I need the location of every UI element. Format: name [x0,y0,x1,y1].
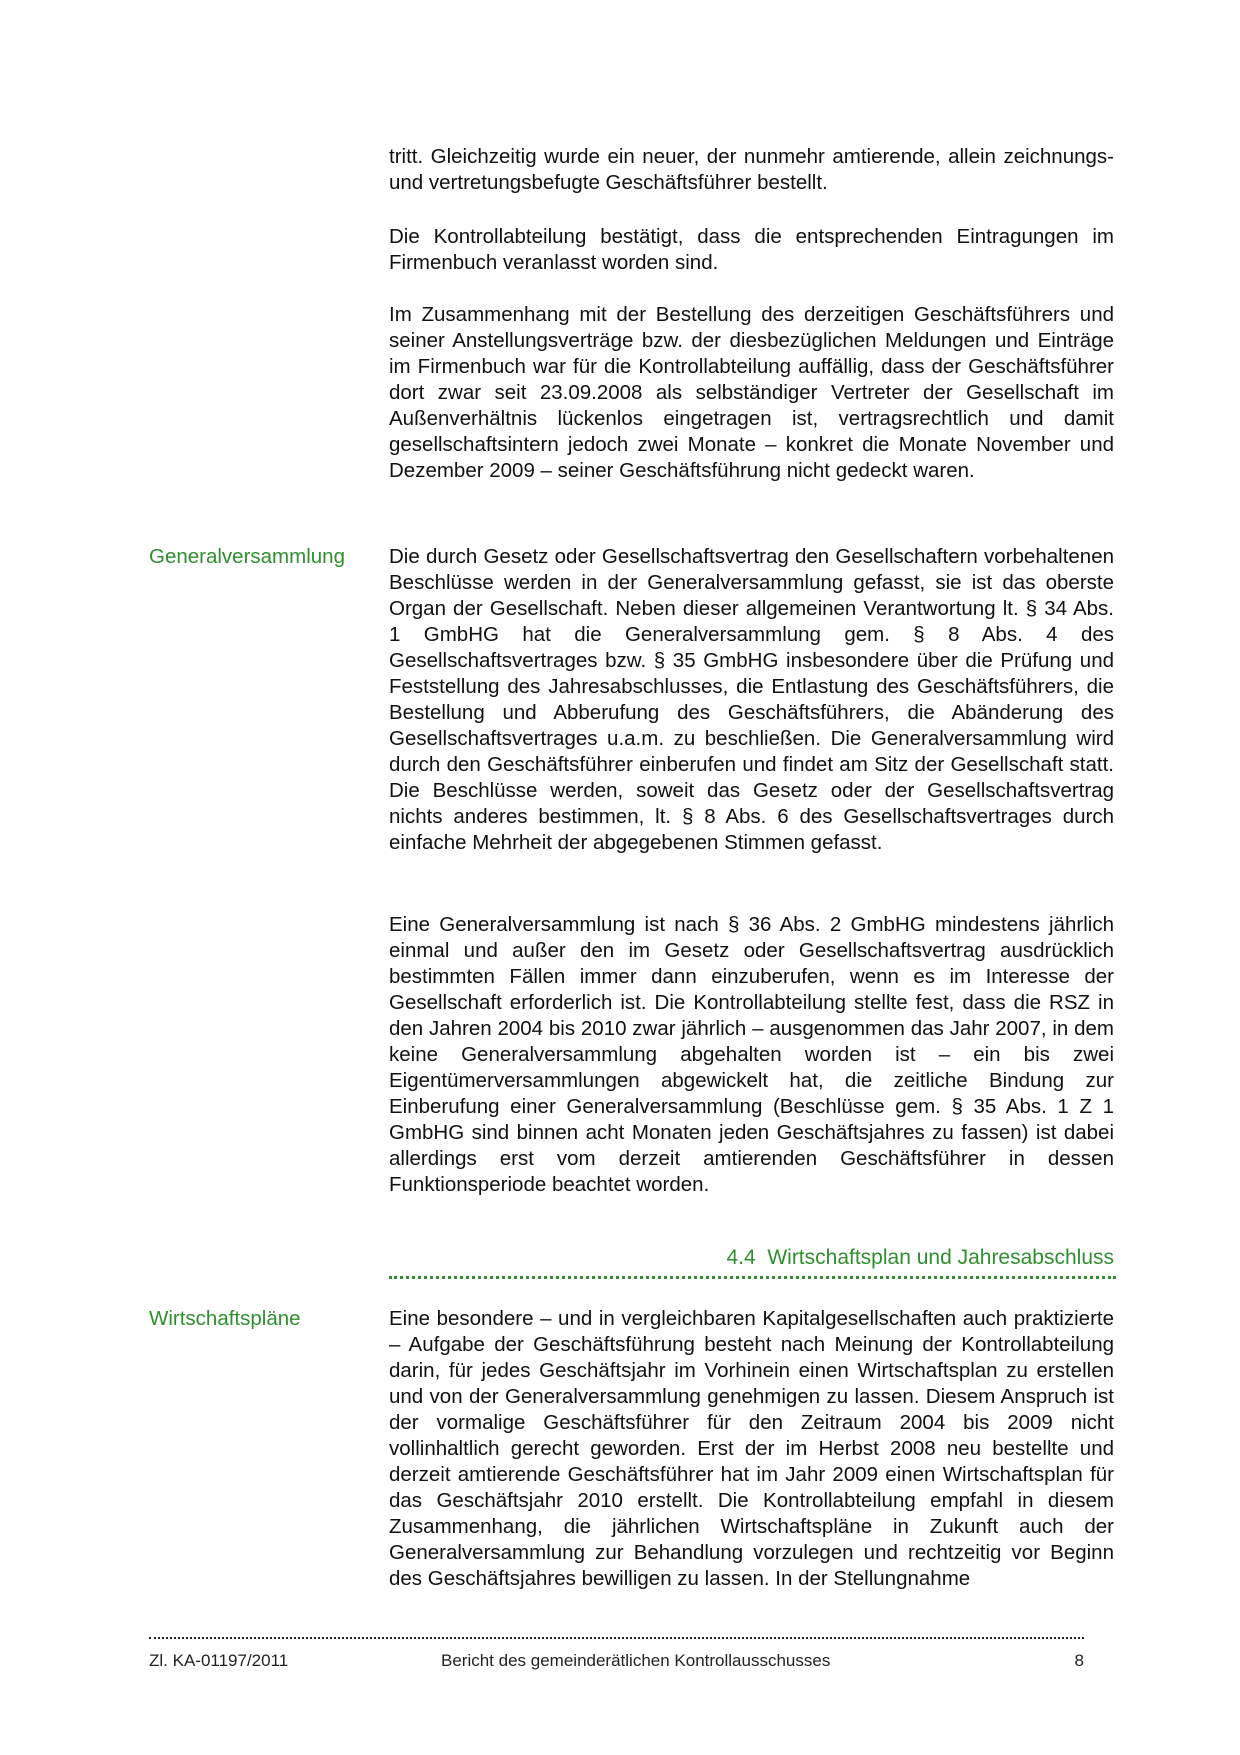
paragraph-3: Im Zusammenhang mit der Bestellung des derzeitigen Geschäftsführers und seiner Anstellungsverträge bzw. der diesbezüglichen Meldungen und Einträge im Firmenbuch war für die Kontrollabteilung auffällig, dass der Geschäftsführer dort zwar seit 23.09.2008 als selbständiger Vertreter der Gesellschaft im Außenverhältnis lückenlos eingetragen ist, vertragsrechtlich und damit gesellschaftsintern jedoch zwei Monate – konkret die Monate November und Dezember 2009 – seiner Geschäftsführung nicht gedeckt waren. [389,303,1114,482]
footer-reference: Zl. KA-01197/2011 [149,1651,289,1670]
section-title: Wirtschaftsplan und Jahresabschluss [767,1246,1114,1269]
paragraph-6: Eine besondere – und in vergleichbaren Kapitalgesellschaften auch praktizierte – Aufgabe der Geschäftsführung besteht nach Meinung der Kontrollabteilung darin, für jedes Geschäftsjahr im Vorhinein einen Wirtschaftsplan zu erstellen und von der Generalversammlung genehmigen zu lassen. Diesem Anspruch ist der vormalige Geschäftsführer für den Zeitraum 2004 bis 2009 nicht vollinhaltlich gerecht geworden. Erst der im Herbst 2008 neu bestellte und derzeit amtierende Geschäftsführer hat im Jahr 2009 einen Wirtschaftsplan für das Geschäftsjahr 2010 erstellt. Die Kontrollabteilung empfahl in diesem Zusammenhang, die jährlichen Wirtschaftspläne in Zukunft auch der Generalversammlung zur Behandlung vorzulegen und rechtzeitig vor Beginn des Geschäftsjahres bewilligen zu lassen. In der Stellungnahme [389,1307,1114,1590]
margin-note-wirtschaftsplaene: Wirtschaftspläne [149,1307,301,1330]
footer-report-title: Bericht des gemeinderätlichen Kontrollausschusses [441,1651,831,1670]
footer-divider [149,1637,1084,1639]
paragraph-5: Eine Generalversammlung ist nach § 36 Abs. 2 GmbHG mindestens jährlich einmal und außer den im Gesetz oder Gesellschaftsvertrag ausdrücklich bestimmten Fällen immer dann einzuberufen, wenn es im Interesse der Gesellschaft erforderlich ist. Die Kontrollabteilung stellte fest, dass die RSZ in den Jahren 2004 bis 2010 zwar jährlich – ausgenommen das Jahr 2007, in dem keine Generalversammlung abgehalten worden ist – ein bis zwei Eigentümerversammlungen abgewickelt hat, die zeitliche Bindung zur Einberufung einer Generalversammlung (Beschlüsse gem. § 35 Abs. 1 Z 1 GmbHG sind binnen acht Monaten jeden Geschäftsjahres zu fassen) ist dabei allerdings erst vom derzeit amtierenden Geschäftsführer in dessen Funktionsperiode beachtet worden. [389,913,1114,1196]
margin-note-generalversammlung: Generalversammlung [149,545,345,568]
paragraph-2: Die Kontrollabteilung bestätigt, dass die entsprechenden Eintragungen im Firmenbuch veranlasst worden sind. [389,225,1114,274]
section-divider [389,1276,1116,1279]
footer-page-number: 8 [1074,1651,1084,1670]
paragraph-1: tritt. Gleichzeitig wurde ein neuer, der nunmehr amtierende, allein zeichnungs- und vertretungsbefugte Geschäftsführer bestellt. [389,145,1114,194]
section-heading [389,1245,1114,1271]
section-number: 4.4 [726,1246,756,1269]
paragraph-4: Die durch Gesetz oder Gesellschaftsvertrag den Gesellschaftern vorbehaltenen Beschlüsse werden in der Generalversammlung gefasst, sie ist das oberste Organ der Gesellschaft. Neben dieser allgemeinen Verantwortung lt. § 34 Abs. 1 GmbHG hat die Generalversammlung gem. § 8 Abs. 4 des Gesellschaftsvertrages bzw. § 35 GmbHG insbesondere über die Prüfung und Feststellung des Jahresabschlusses, die Entlastung des Geschäftsführers, die Bestellung und Abberufung des Geschäftsführers, die Abänderung des Gesellschaftsvertrages u.a.m. zu beschließen. Die Generalversammlung wird durch den Geschäftsführer einberufen und findet am Sitz der Gesellschaft statt. Die Beschlüsse werden, soweit das Gesetz oder der Gesellschaftsvertrag nichts anderes bestimmen, lt. § 8 Abs. 6 des Gesellschaftsvertrages durch einfache Mehrheit der abgegebenen Stimmen gefasst. [389,545,1114,854]
